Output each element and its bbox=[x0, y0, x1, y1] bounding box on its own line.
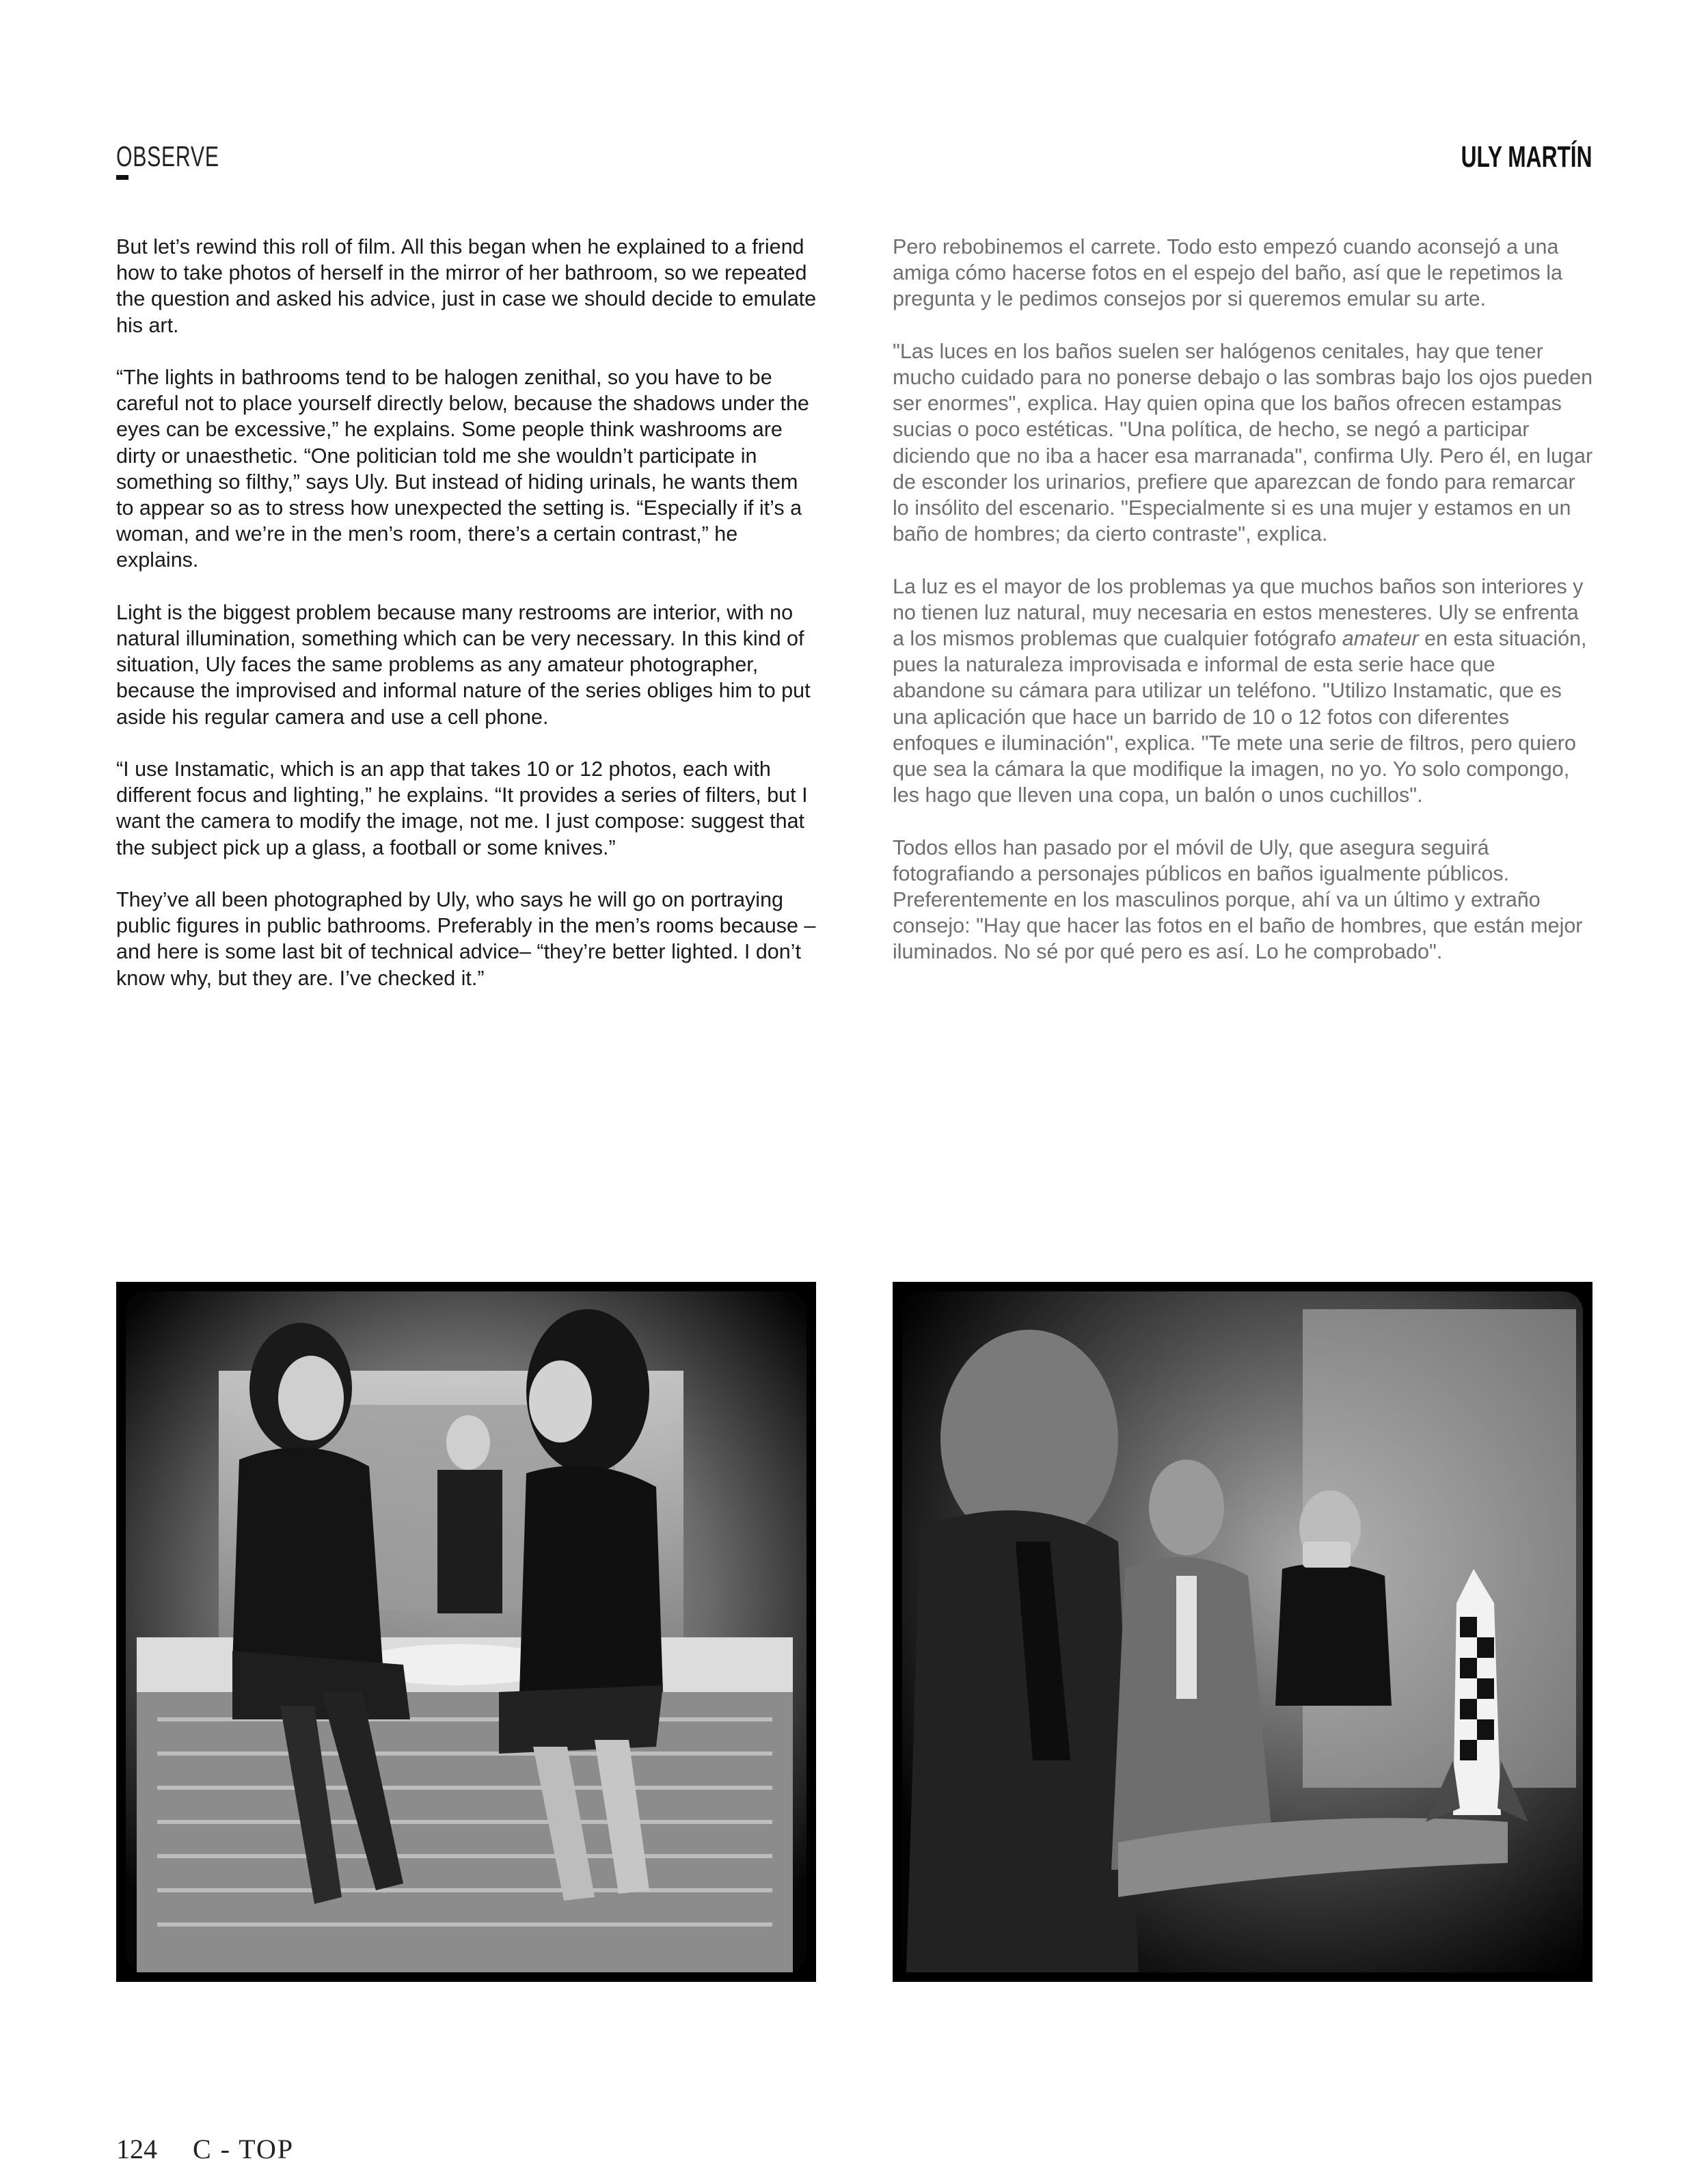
author-name: ULY MARTÍN bbox=[1461, 140, 1592, 174]
page-number: 124 bbox=[116, 2134, 157, 2164]
photo-two-women-bathroom bbox=[116, 1282, 816, 1982]
section-label: OBSERVE bbox=[116, 140, 219, 172]
spanish-column bbox=[893, 234, 1593, 991]
spanish-paragraph-3-start: La luz es el mayor de los problemas ya que muchos baños son interiores y no tienen luz natural, muy necesaria en estos menesteres. Uly se enfrenta a los mismos problemas que cualquier fotógrafo bbox=[893, 574, 1584, 651]
english-column bbox=[116, 234, 817, 1017]
english-paragraph-5: They’ve all been photographed by Uly, who says he will go on portraying public figures in public bathrooms. Preferably in the men’s rooms because –and here is some last bit of technical advice– “they’re better lighted. I don’t know why, but they are. I’ve checked it.” bbox=[116, 888, 816, 990]
photo-men-with-rocket bbox=[893, 1282, 1592, 1982]
spanish-paragraph-1: Pero rebobinemos el carrete. Todo esto empezó cuando aconsejó a una amiga cómo hacerse fotos en el espejo del baño, así que le repetimos la pregunta y le pedimos consejos por si queremos emular su arte. bbox=[893, 235, 1562, 311]
spanish-paragraph-3 bbox=[893, 574, 1593, 809]
spanish-paragraph-4: Todos ellos han pasado por el móvil de Uly, que asegura seguirá fotografiando a personajes públicos en baños igualmente públicos. Preferentemente en los masculinos porque, ahí va un último y extraño consejo: "Hay que hacer las fotos en el baño de hombres, que están mejor iluminados. No sé por qué pero es así. Lo he comprobado". bbox=[893, 835, 1583, 964]
section-marker bbox=[116, 175, 128, 180]
english-paragraph-1: But let’s rewind this roll of film. All this began when he explained to a friend how to take photos of herself in the mirror of her bathroom, so we repeated the question and asked his advice, just in case we should decide to emulate his art. bbox=[116, 235, 817, 337]
english-paragraph-2: “The lights in bathrooms tend to be halogen zenithal, so you have to be careful not to place yourself directly below, because the shadows under the eyes can be excessive,” he explains. Some people think washrooms are dirty or unaesthetic. “One politician told me she wouldn’t participate in something so filthy,” says Uly. But instead of hiding urinals, he wants them to appear so as to stress how unexpected the setting is. “Especially if it’s a woman, and we’re in the men’s room, there’s a certain contrast,” he explains. bbox=[116, 366, 809, 572]
english-paragraph-4: “I use Instamatic, which is an app that takes 10 or 12 photos, each with different focus and lighting,” he explains. “It provides a series of filters, but I want the camera to modify the image, not me. I just compose: suggest that the subject pick up a glass, a football or some knives.” bbox=[116, 757, 808, 859]
magazine-name: C - TOP bbox=[193, 2134, 295, 2164]
spanish-italic-word: amateur bbox=[1342, 627, 1419, 651]
english-paragraph-3: Light is the biggest problem because many restrooms are interior, with no natural illumination, something which can be very necessary. In this kind of situation, Uly faces the same problems as any amateur photographer, because the improvised and informal nature of the series obliges him to put aside his regular camera and use a cell phone. bbox=[116, 600, 811, 729]
spanish-paragraph-2: "Las luces en los baños suelen ser halógenos cenitales, hay que tener mucho cuidado para no ponerse debajo o las sombras bajo los ojos pueden ser enormes", explica. Hay quien opina que los baños ofrecen estampas sucias o poco estéticas. "Una política, de hecho, se negó a participar diciendo que no iba a hacer esa marranada", confirma Uly. Pero él, en lugar de esconder los urinarios, prefiere que aparezcan de fondo para remarcar lo insólito del escenario. "Especialmente si es una mujer y estamos en un baño de hombres; da cierto contraste", explica. bbox=[893, 339, 1593, 546]
spanish-paragraph-3-end: en esta situación, pues la naturaleza improvisada e informal de esta serie hace que abandone su cámara para utilizar un teléfono. "Utilizo Instamatic, que es una aplicación que hace un barrido de 10 o 12 fotos con diferentes enfoques e iluminación", explica. "Te mete una serie de filtros, pero quiero que sea la cámara la que modifique la imagen, no yo. Yo solo compongo, les hago que lleven una copa, un balón o unos cuchillos". bbox=[893, 627, 1587, 807]
